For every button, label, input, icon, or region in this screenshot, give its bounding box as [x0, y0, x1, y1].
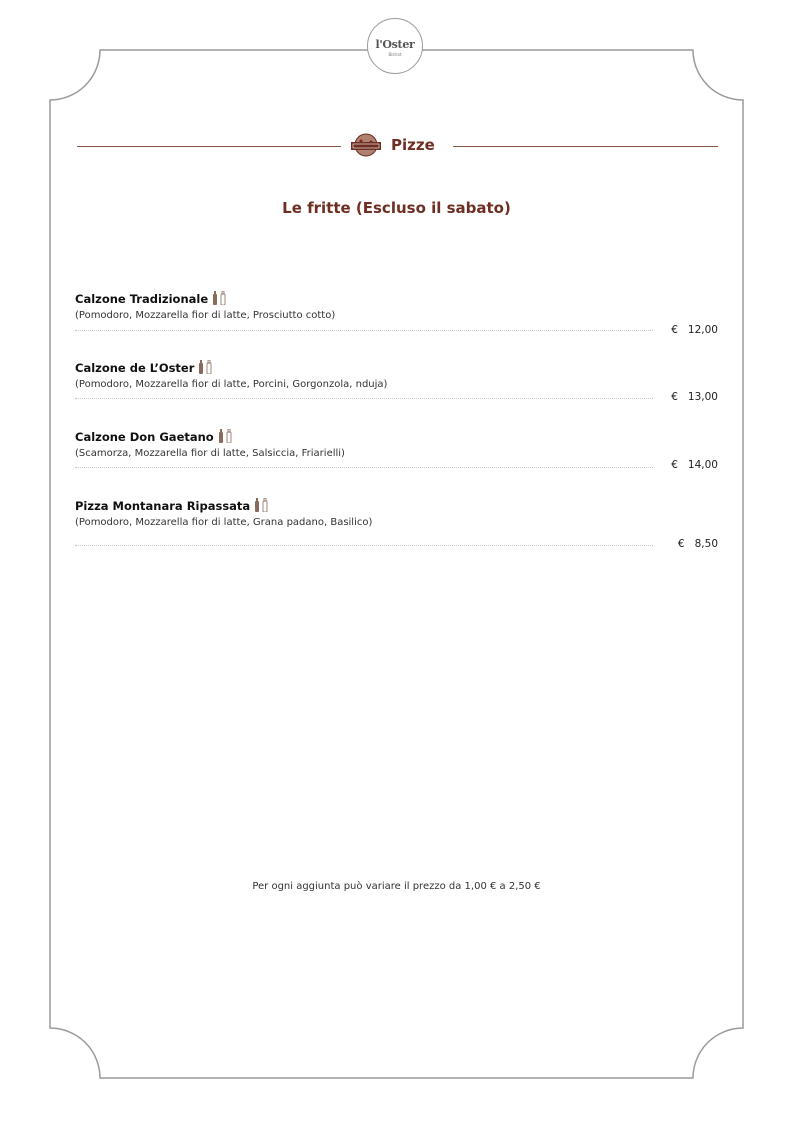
dotted-leader: [75, 467, 653, 468]
item-name: [75, 498, 718, 513]
item-description: (Pomodoro, Mozzarella fior di latte, Grana padano, Basilico): [75, 517, 373, 528]
dotted-leader: [75, 545, 653, 546]
item-description: (Scamorza, Mozzarella fior di latte, Salsiccia, Friarielli): [75, 448, 345, 459]
section-header: [77, 131, 718, 161]
pizza-badge-icon: [349, 133, 383, 157]
item-name-text: Calzone de L’Oster: [75, 361, 195, 375]
dotted-leader: [75, 330, 653, 331]
item-description: (Pomodoro, Mozzarella fior di latte, Porcini, Gorgonzola, nduja): [75, 379, 388, 390]
menu-item: [75, 360, 718, 403]
bottles-icon: [253, 498, 271, 512]
bottles-icon: [217, 429, 235, 443]
item-name-text: Calzone Don Gaetano: [75, 430, 214, 444]
footer-note: Per ogni aggiunta può variare il prezzo da 1,00 € a 2,50 €: [252, 881, 541, 892]
item-description: (Pomodoro, Mozzarella fior di latte, Prosciutto cotto): [75, 310, 336, 321]
item-name: [75, 429, 718, 444]
section-title: Pizze: [391, 136, 435, 154]
brand-logo: [367, 18, 423, 74]
item-name-text: Calzone Tradizionale: [75, 292, 209, 306]
menu-item: [75, 498, 718, 550]
item-name-text: Pizza Montanara Ripassata: [75, 499, 251, 513]
item-price: € 12,00: [671, 324, 718, 336]
item-price: € 8,50: [677, 538, 718, 550]
bottles-icon: [197, 360, 215, 374]
menu-item: [75, 429, 718, 469]
item-name: [75, 291, 718, 306]
item-name: [75, 360, 718, 375]
menu-item: [75, 291, 718, 336]
bottles-icon: [211, 291, 229, 305]
item-price: € 13,00: [671, 391, 718, 403]
logo-tagline: Bistrot: [388, 52, 402, 57]
item-price: € 14,00: [671, 459, 718, 471]
menu-subtitle: Le fritte (Escluso il sabato): [282, 199, 511, 217]
header-rule-left: [77, 146, 341, 147]
dotted-leader: [75, 398, 653, 399]
logo-name: l'Oster: [375, 38, 415, 51]
header-rule-right: [453, 146, 718, 147]
